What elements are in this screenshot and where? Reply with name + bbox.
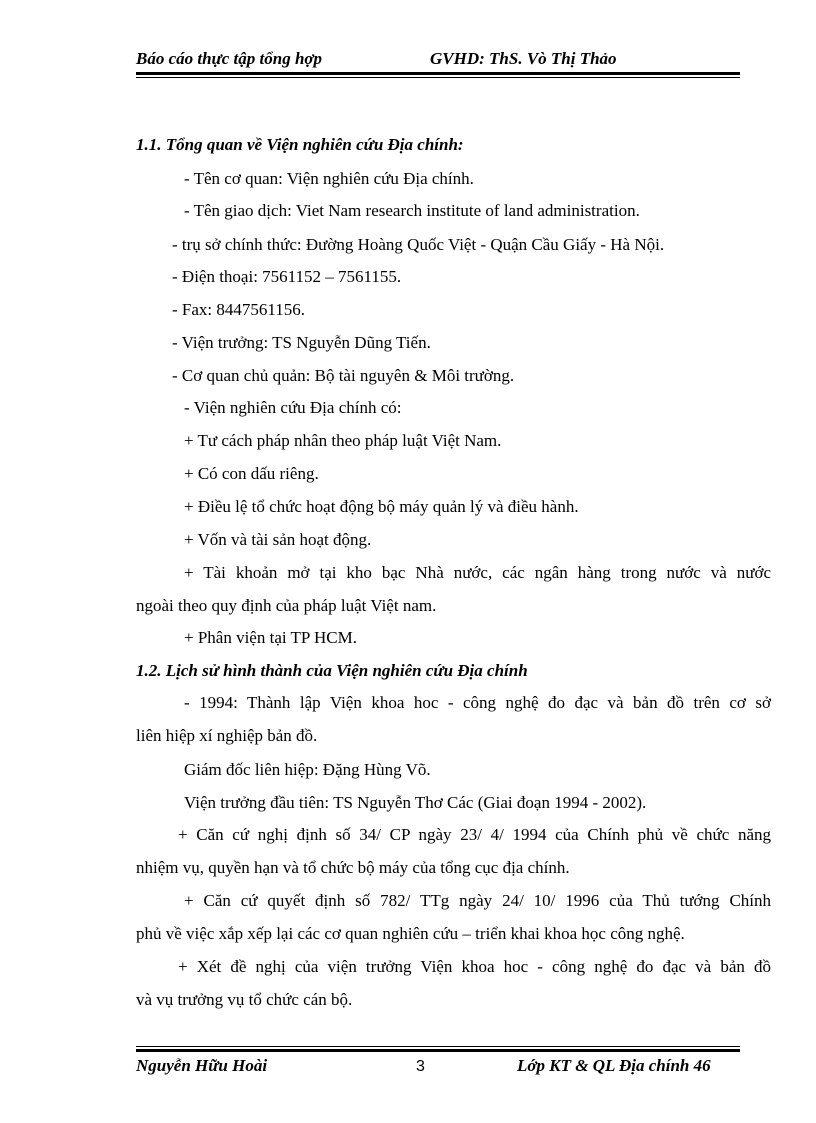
paragraph-line: - Viện trưởng: TS Nguyễn Dũng Tiến. xyxy=(172,333,431,352)
header-supervisor: GVHD: ThS. Vò Thị Thảo xyxy=(430,49,617,68)
paragraph-line: liên hiệp xí nghiệp bản đồ. xyxy=(136,726,318,745)
paragraph-line: và vụ trưởng vụ tổ chức cán bộ. xyxy=(136,990,353,1009)
footer-rule-thin xyxy=(136,1046,740,1047)
section-1-heading: 1.1. Tổng quan về Viện nghiên cứu Địa chính: xyxy=(136,135,464,154)
paragraph-line: - Tên cơ quan: Viện nghiên cứu Địa chính. xyxy=(184,169,474,188)
header-rule-thin xyxy=(136,77,740,78)
list-item: + Căn cứ nghị định số 34/ CP ngày 23/ 4/ 1994 của Chính phủ về chức năng xyxy=(178,825,771,844)
paragraph-line: Viện trưởng đầu tiên: TS Nguyễn Thơ Các (Giai đoạn 1994 - 2002). xyxy=(184,793,647,812)
footer-class: Lớp KT & QL Địa chính 46 xyxy=(517,1056,711,1075)
page-number: 3 xyxy=(416,1058,425,1075)
list-item: + Xét đề nghị của viện trưởng Viện khoa hoc - công nghệ đo đạc và bản đồ xyxy=(178,957,771,976)
list-item: + Căn cứ quyết định số 782/ TTg ngày 24/ 10/ 1996 của Thủ tướng Chính xyxy=(184,891,771,910)
paragraph-line: Giám đốc liên hiệp: Đặng Hùng Võ. xyxy=(184,760,431,779)
footer-author: Nguyễn Hữu Hoài xyxy=(136,1056,268,1075)
header-rule xyxy=(136,72,740,75)
section-2-heading: 1.2. Lịch sử hình thành của Viện nghiên cứu Địa chính xyxy=(136,661,528,680)
list-item: + Tài khoản mở tại kho bạc Nhà nước, các ngân hàng trong nước và nước xyxy=(184,563,771,582)
list-item: + Điều lệ tổ chức hoạt động bộ máy quản lý và điều hành. xyxy=(184,497,579,516)
paragraph-line: - Cơ quan chủ quản: Bộ tài nguyên & Môi trường. xyxy=(172,366,515,385)
list-item: + Vốn và tài sản hoạt động. xyxy=(184,530,372,549)
paragraph-line: nhiệm vụ, quyền hạn và tổ chức bộ máy của tổng cục địa chính. xyxy=(136,858,570,877)
paragraph-line: - trụ sở chính thức: Đường Hoàng Quốc Việt - Quận Cầu Giấy - Hà Nội. xyxy=(172,235,665,254)
paragraph-line: - 1994: Thành lập Viện khoa hoc - công nghệ đo đạc và bản đồ trên cơ sở xyxy=(184,693,771,712)
header-left-title: Báo cáo thực tập tổng hợp xyxy=(136,49,323,68)
paragraph-line: phủ về việc xắp xếp lại các cơ quan nghiên cứu – triển khai khoa học công nghệ. xyxy=(136,924,685,943)
list-item: + Phân viện tại TP HCM. xyxy=(184,628,357,647)
paragraph-line: ngoài theo quy định của pháp luật Việt nam. xyxy=(136,596,437,615)
paragraph-line: - Viện nghiên cứu Địa chính có: xyxy=(184,398,402,417)
paragraph-line: - Tên giao dịch: Viet Nam research institute of land administration. xyxy=(184,201,640,220)
list-item: + Có con dấu riêng. xyxy=(184,464,319,483)
footer-rule xyxy=(136,1049,740,1052)
paragraph-line: - Điện thoại: 7561152 – 7561155. xyxy=(172,267,402,286)
list-item: + Tư cách pháp nhân theo pháp luật Việt Nam. xyxy=(184,431,502,450)
paragraph-line: - Fax: 8447561156. xyxy=(172,300,306,319)
